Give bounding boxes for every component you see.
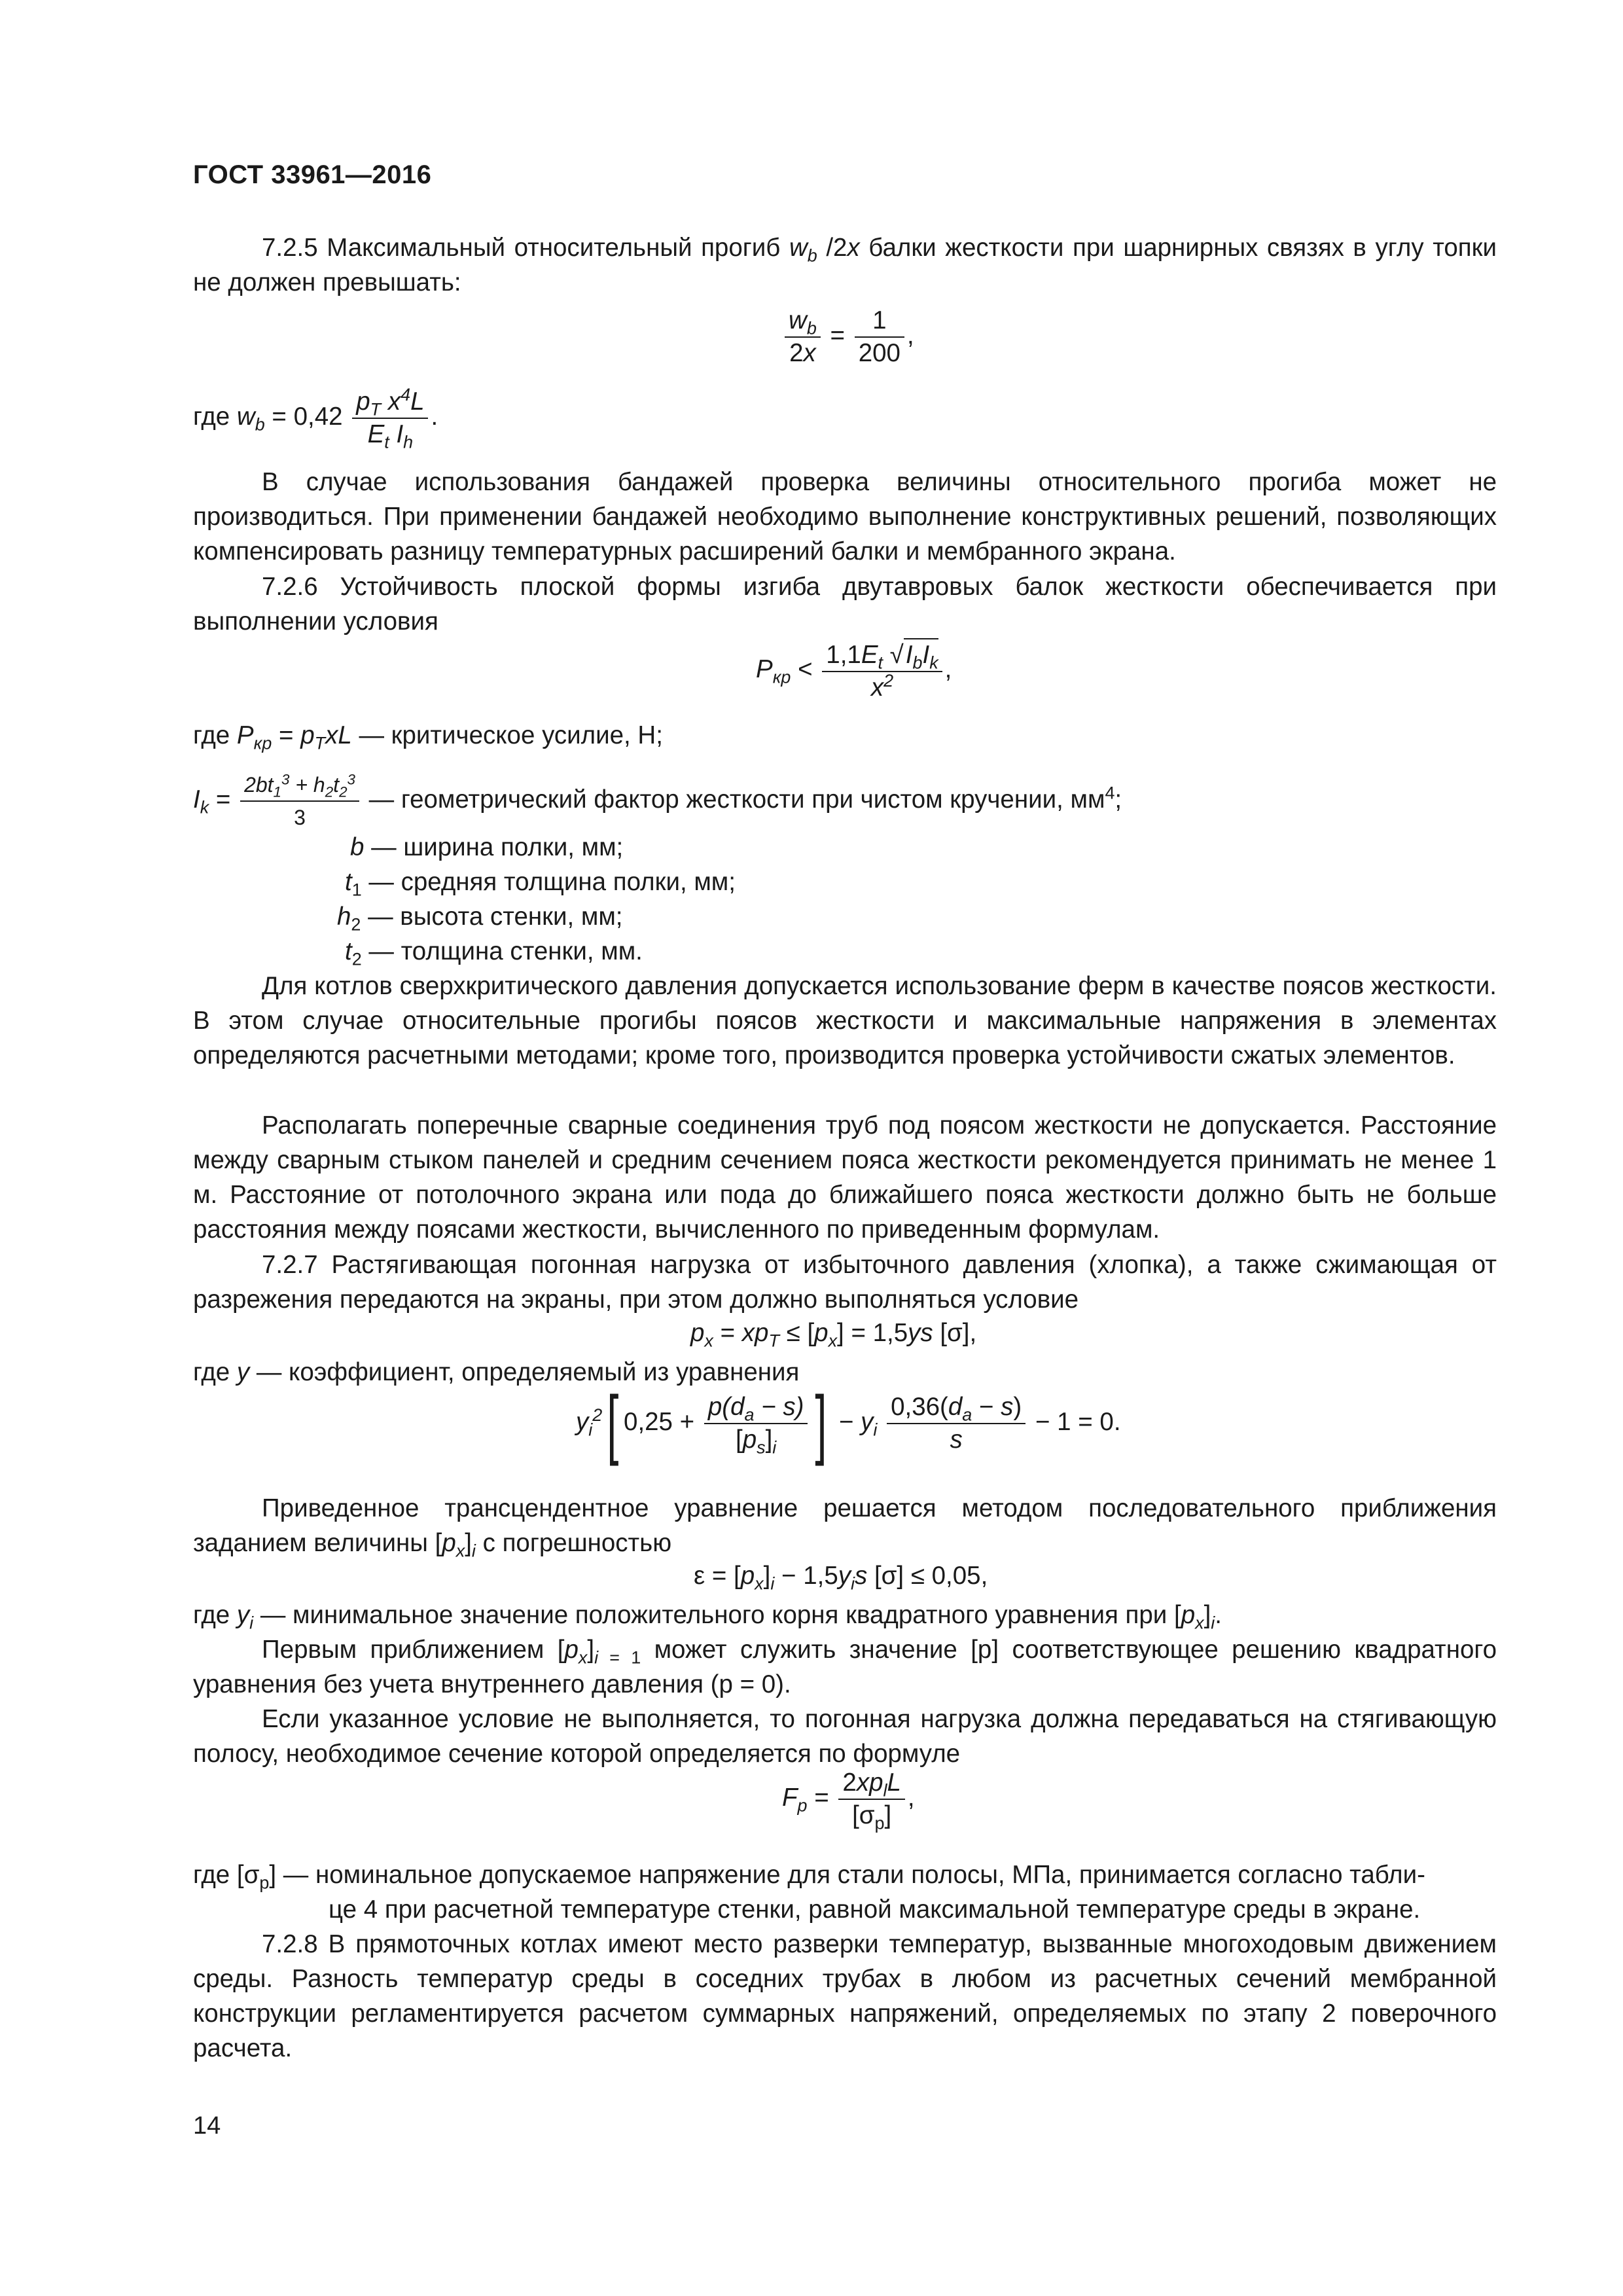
paragraph-bandage: В случае использования бандажей проверка величины относительного прогиба может не производиться. При применении бандажей необходимо выполнение конструктивных решений, позволяющих компенсировать разницу температурных расширений балки и мембранного экрана. [193, 468, 1497, 565]
paragraph-welds: Располагать поперечные сварные соединения труб под поясом жесткости не допускается. Расстояние между сварным стыком панелей и средним сечением пояса жесткости рекомендуется принимать не менее 1 м. Расстояние от потолочного экрана или пода до ближайшего пояса жесткости должно быть не больше расстояния между поясами жесткости, вычисленного по приведенным формулам. [193, 1111, 1497, 1244]
definition-h2: $h_2$ — высота стенки, мм; [337, 903, 623, 935]
paragraph-if-not: Если указанное условие не выполняется, то погонная нагрузка должна передаваться на стягивающую полосу, необходимое сечение которой определяется по формуле [193, 1705, 1497, 1768]
definition-yi: где $y_i$ — минимальное значение положительного корня квадратного уравнения при $[p_x]_i$. [193, 1601, 1222, 1633]
definition-t1: $t_1$ — средняя толщина полки, мм; [345, 868, 736, 900]
definition-t2: $t_2$ — толщина стенки, мм. [345, 937, 643, 969]
page-number: 14 [193, 2112, 221, 2140]
paragraph-7-2-6: 7.2.6 Устойчивость плоской формы изгиба двутавровых балок жесткости обеспечивается при выполнении условия [193, 573, 1497, 636]
paragraph-transcendent: Приведенное трансцендентное уравнение решается методом последовательного приближения заданием величины $[p_x]_i$ с погрешностью [193, 1494, 1497, 1561]
document-header: ГОСТ 33961—2016 [193, 160, 432, 189]
paragraph-7-2-5: 7.2.5 Максимальный относительный прогиб $w_b$ /2x балки жесткости при шарнирных связях в углу топки не должен превышать: [193, 234, 1497, 296]
paragraph-first-approx: Первым приближением $[p_x]_{i = 1}$ может служить значение [p] соответствующее решению квадратного уравнения без учета внутреннего давления (p = 0). [193, 1636, 1497, 1698]
formula-fp: $F_p$ = $\frac{2xp_lL}{[\sigma_p]}$ , [782, 1768, 915, 1833]
formula-epsilon: $\varepsilon = [p_x]_i - 1,5y_is$ [σ] ≤ 0,05, [694, 1562, 988, 1594]
formula-critical-force-condition: $P_{кр}$ < $\frac{1,1E_t √I_bI_k}{x^2}$ , [756, 638, 952, 704]
paragraph-farms: Для котлов сверхкритического давления допускается использование ферм в качестве поясов жесткости. В этом случае относительные прогибы поясов жесткости и максимальные напряжения в элементах определяются расчетными методами; кроме того, производится проверка устойчивости сжатых элементов. [193, 972, 1497, 1069]
definition-pkr: где $P_{кр} = p_TxL$ — критическое усилие, Н; [193, 721, 663, 753]
formula-wb: где $w_b = 0,42$ $\frac{p_T x^4L}{E_t I_h}$ . [193, 385, 438, 452]
definition-sigma-p-cont: це 4 при расчетной температуре стенки, равной максимальной температуре среды в экране. [329, 1895, 1421, 1924]
formula-deflection-limit: $\frac{w_b}{2x}$ = $\frac{1}{200}$ , [782, 305, 914, 369]
definition-sigma-p: где $[\sigma_p]$ — номинальное допускаемое напряжение для стали полосы, МПа, принимается согласно табли- [193, 1861, 1425, 1893]
definition-b: b — ширина полки, мм; [350, 833, 624, 861]
paragraph-7-2-7: 7.2.7 Растягивающая погонная нагрузка от избыточного давления (хлопка), а также сжимающая от разрежения передаются на экраны, при этом должно выполняться условие [193, 1251, 1497, 1314]
paragraph-7-2-8: 7.2.8 В прямоточных котлах имеют место разверки температур, вызванные многоходовым движением среды. Разность температур среды в соседних трубах в любом из расчетных сечений мембранной конструкции регламентируется расчетом суммарных напряжений, определяемых по этапу 2 поверочного расчета. [193, 1930, 1497, 2062]
formula-y-equation: $y_i^2$[ 0,25 + $\frac{p(d_a - s)}{[p_s]_i}$ ] − $y_i$ $\frac{0,36(d_a - s)}{s}$ − 1 = 0. [576, 1380, 1121, 1467]
formula-px-condition: $p_x = xp_T \le [p_x] = 1,5ys$ [σ], [690, 1319, 977, 1351]
definition-ik: $I_k$ = $\frac{2bt_1^3 + h_2t_2^3}{3}$ — геометрический фактор жесткости при чистом кручении, $мм^4$; [193, 769, 1122, 833]
definition-y: где y — коэффициент, определяемый из уравнения [193, 1358, 800, 1386]
